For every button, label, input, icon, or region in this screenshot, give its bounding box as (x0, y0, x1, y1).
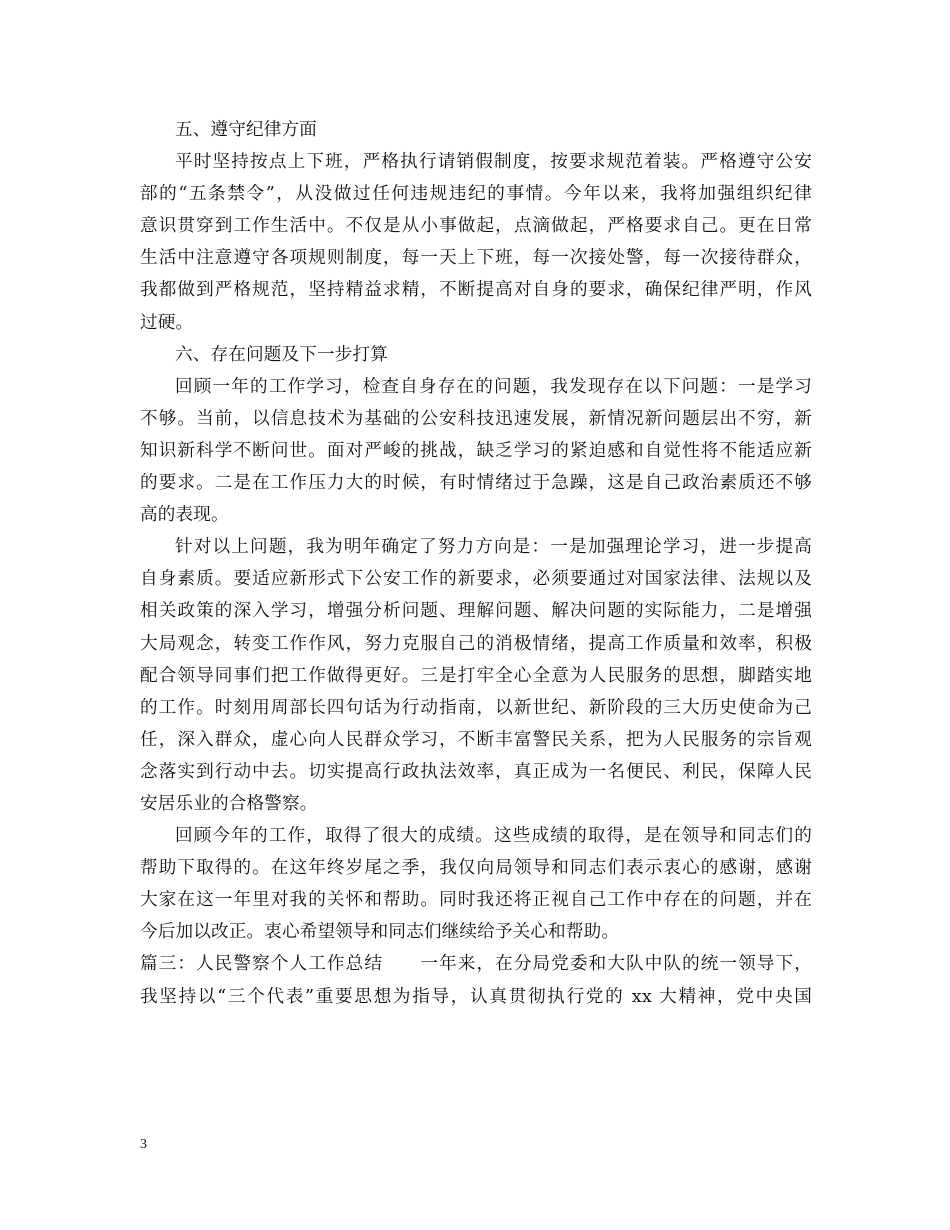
text-line: 的要求。二是在工作压力大的时候，有时情绪过于急躁，这是自己政治素质还不够 (140, 473, 812, 494)
text-line: 过硬。 (140, 312, 194, 333)
text-line: 部的“五条禁令”，从没做过任何违规违纪的事情。今年以来，我将加强组织纪律 (140, 184, 812, 205)
text-line: 意识贯穿到工作生活中。不仅是从小事做起，点滴做起，严格要求自己。更在日常 (140, 216, 812, 237)
text-line: 我都做到严格规范，坚持精益求精，不断提高对自身的要求，确保纪律严明，作风 (140, 280, 812, 301)
text-line: 安居乐业的合格警察。 (140, 793, 318, 814)
text-line: 平时坚持按点上下班，严格执行请销假制度，按要求规范着装。严格遵守公安 (175, 152, 812, 173)
text-line: 任，深入群众，虚心向人民群众学习，不断丰富警民关系，把为人民服务的宗旨观 (140, 729, 812, 750)
text-line: 的工作。时刻用周部长四句话为行动指南，以新世纪、新阶段的三大历史使命为己 (140, 697, 812, 718)
text-line: 篇三：人民警察个人工作总结 一年来，在分局党委和大队中队的统一领导下， (140, 954, 812, 975)
text-line: 回顾一年的工作学习，检查自身存在的问题，我发现存在以下问题：一是学习 (175, 376, 812, 397)
text-line: 高的表现。 (140, 505, 229, 526)
text-line: 今后加以改正。衷心希望领导和同志们继续给予关心和帮助。 (140, 922, 620, 943)
text-line: 帮助下取得的。在这年终岁尾之季，我仅向局领导和同志们表示衷心的感谢，感谢 (140, 858, 812, 879)
text-line: 相关政策的深入学习，增强分析问题、理解问题、解决问题的实际能力，二是增强 (140, 601, 812, 622)
text-line: 生活中注意遵守各项规则制度，每一天上下班，每一次接处警，每一次接待群众， (140, 248, 812, 269)
text-line: 回顾今年的工作，取得了很大的成绩。这些成绩的取得，是在领导和同志们的 (175, 826, 812, 847)
text-line: 六、存在问题及下一步打算 (175, 344, 388, 365)
text-line: 针对以上问题，我为明年确定了努力方向是：一是加强理论学习，进一步提高 (175, 537, 812, 558)
text-line: 五、遵守纪律方面 (175, 120, 317, 140)
page-number: 3 (140, 1137, 147, 1152)
text-line: 我坚持以“三个代表”重要思想为指导，认真贯彻执行党的 xx 大精神，党中央国 (140, 986, 812, 1007)
text-line: 配合领导同事们把工作做得更好。三是打牢全心全意为人民服务的思想，脚踏实地 (140, 665, 812, 686)
text-line: 知识新科学不断问世。面对严峻的挑战，缺乏学习的紧迫感和自觉性将不能适应新 (140, 440, 812, 461)
text-line: 不够。当前，以信息技术为基础的公安科技迅速发展，新情况新问题层出不穷，新 (140, 408, 812, 429)
text-line: 大家在这一年里对我的关怀和帮助。同时我还将正视自己工作中存在的问题，并在 (140, 890, 812, 911)
text-line: 大局观念，转变工作作风，努力克服自己的消极情绪，提高工作质量和效率，积极 (140, 633, 812, 654)
text-line: 念落实到行动中去。切实提高行政执法效率，真正成为一名便民、利民，保障人民 (140, 761, 812, 782)
document-body (140, 114, 812, 1013)
text-line: 自身素质。要适应新形式下公安工作的新要求，必须要通过对国家法律、法规以及 (140, 569, 812, 590)
